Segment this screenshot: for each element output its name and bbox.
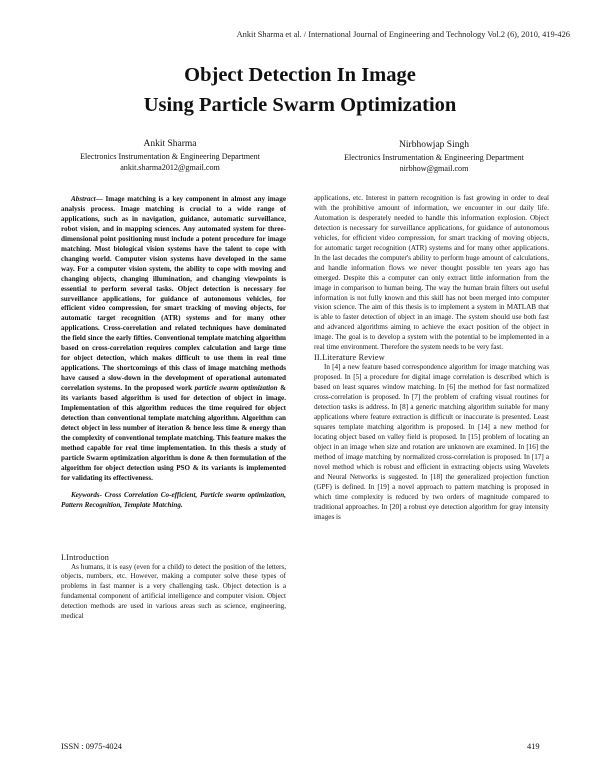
paper-title-line-2: Using Particle Swarm Optimization — [143, 94, 457, 116]
section-heading-literature-review: II.Literature Review — [314, 353, 385, 363]
author-block-2 — [318, 139, 550, 175]
right-column — [314, 194, 549, 522]
author-affiliation: Electronics Instrumentation & Engineering Department — [80, 151, 260, 161]
introduction-continued: applications, etc. Interest in pattern recognition is fast growing in order to deal with the prohibitive amount of information, we encounter in our daily life. Automation is desperately needed to handle this information explosion. Object detection is necessary for surveillance applications, for guidance of autonomous vehicles, for efficient video compression, for smart tracking of moving objects, for automatic target recognition (ATR) systems and for many other applications. In the last decades the computer's ability to perform huge amount of calculations, and handle information flows we never thought possible ten years ago has emerged. Despite this a computer can only extract little information from the image in comparison to human being. The way the human brain filters out useful information is not fully known and this skill has not been merged into computer vision science. The aim of this thesis is to implement a system in MATLAB that is able to faster detection of object in an image. The system should use both fast and advanced algorithms aiming to achieve the exact position of the object in image. The goal is to develop a system with the potential to be implemented in a real time environment. Therefore the system needs to be very fast. — [314, 194, 549, 352]
author-name: Nirbhowjap Singh — [399, 140, 469, 150]
left-column — [61, 195, 286, 622]
author-block-1 — [60, 138, 280, 174]
author-affiliation: Electronics Instrumentation & Engineering Department — [344, 152, 524, 162]
abstract-dash: — — [95, 195, 106, 203]
keywords-text: Cross Correlation Co-efficient, Particle swarm optimization, Pattern Recognition, Template Matching. — [61, 490, 286, 509]
author-name: Ankit Sharma — [143, 139, 197, 149]
section-heading-introduction: I.Introduction — [61, 552, 110, 562]
introduction-paragraph: As humans, it is easy (even for a child) to detect the position of the letters, objects, numbers, etc. However, making a computer solve these types of problems in fast manner is a very challenging task. Object detection is a fundamental component of artificial intelligence and computer vision. Object detection methods are used in various areas such as science, engineering, medical — [61, 562, 286, 621]
footer-issn: ISSN : 0975-4024 — [61, 742, 122, 751]
running-head: Ankit Sharma et al. / International Journal of Engineering and Technology Vol.2 (6), 2010, 419-426 — [236, 30, 570, 39]
footer-page-number: 419 — [527, 742, 540, 751]
author-email: nirbhow@gmail.com — [399, 163, 469, 173]
abstract-text-2: & its variants based algorithm is used for detection of object in image. Implementation of this algorithm reduces the time required for object detection than conventional template matching algorithm. Algorithm can detect object in less number of iteration & hence less time & energy than the complexity of conventional template matching. This feature makes the method capable for real time implementation. In this thesis a study of particle Swarm optimization algorithm is done & then formulation of the algorithm for object detection using PSO & its variants is implemented for validating its effectiveness. — [61, 384, 287, 482]
abstract — [61, 195, 286, 484]
keywords-label: Keywords- — [71, 490, 102, 499]
abstract-label: Abstract — [71, 195, 96, 203]
author-email: ankit.sharma2012@gmail.com — [120, 162, 220, 172]
abstract-text-1: Image matching is a key component in almost any image analysis process. Image matching is crucial to a wide range of applications, such as in navigation, guidance, automatic surveillance, robot vision, and in mapping sciences. Any automated system for three-dimensional point positioning must include a potent procedure for image matching. Most biological vision systems have the talent to cope with changing world. Computer vision systems have developed in the same way. For a computer vision system, the ability to cope with moving and changing objects, changing illumination, and changing viewpoints is essential to perform several tasks. Object detection is necessary for surveillance applications, for guidance of autonomous vehicles, for efficient video compression, for smart tracking of moving objects, for automatic target recognition (ATR) systems and for many other applications. Cross-correlation and related techniques have dominated the field since the early fifties. Conventional template matching algorithm based on cross-correlation requires complex calculation and large time for object detection, which makes difficult to use them in real time applications. The shortcomings of this class of image matching methods have caused a slow-down in the development of operational automated correlation systems. In the proposed work — [61, 195, 286, 393]
literature-review-paragraph: In [4] a new feature based correspondence algorithm for image matching was proposed. In [5] a procedure for digital image correlation is described which is based on least squares window matching. In [6] the method for fast normalized cross-correlation is proposed. In [7] the problem of crafting visual routines for detection tasks is address. In [8] a generic matching algorithm suitable for many applications where feature extraction is difficult or inaccurate is presented. Least squares template matching algorithm is proposed. In [14] a new method for locating object based on valley field is proposed. In [15] problem of locating an object in an image when size and rotation are unknown are examined. In [16] the method of image matching by normalized cross-correlation is proposed. In [17] a novel method which is robust and efficient in extracting objects using Wavelets and Neural Networks is suggested. In [18] the generalized projection function (GPF) is defined. In [19] a novel approach to pattern matching is proposed in which time complexity is reduced by two orders of magnitude compared to traditional approaches. In [20] a robust eye detection algorithm for gray intensity images is — [314, 363, 549, 521]
paper-title-line-1: Object Detection In Image — [184, 64, 416, 86]
keywords — [61, 491, 286, 511]
abstract-italic-term: particle swarm optimization — [194, 384, 278, 393]
